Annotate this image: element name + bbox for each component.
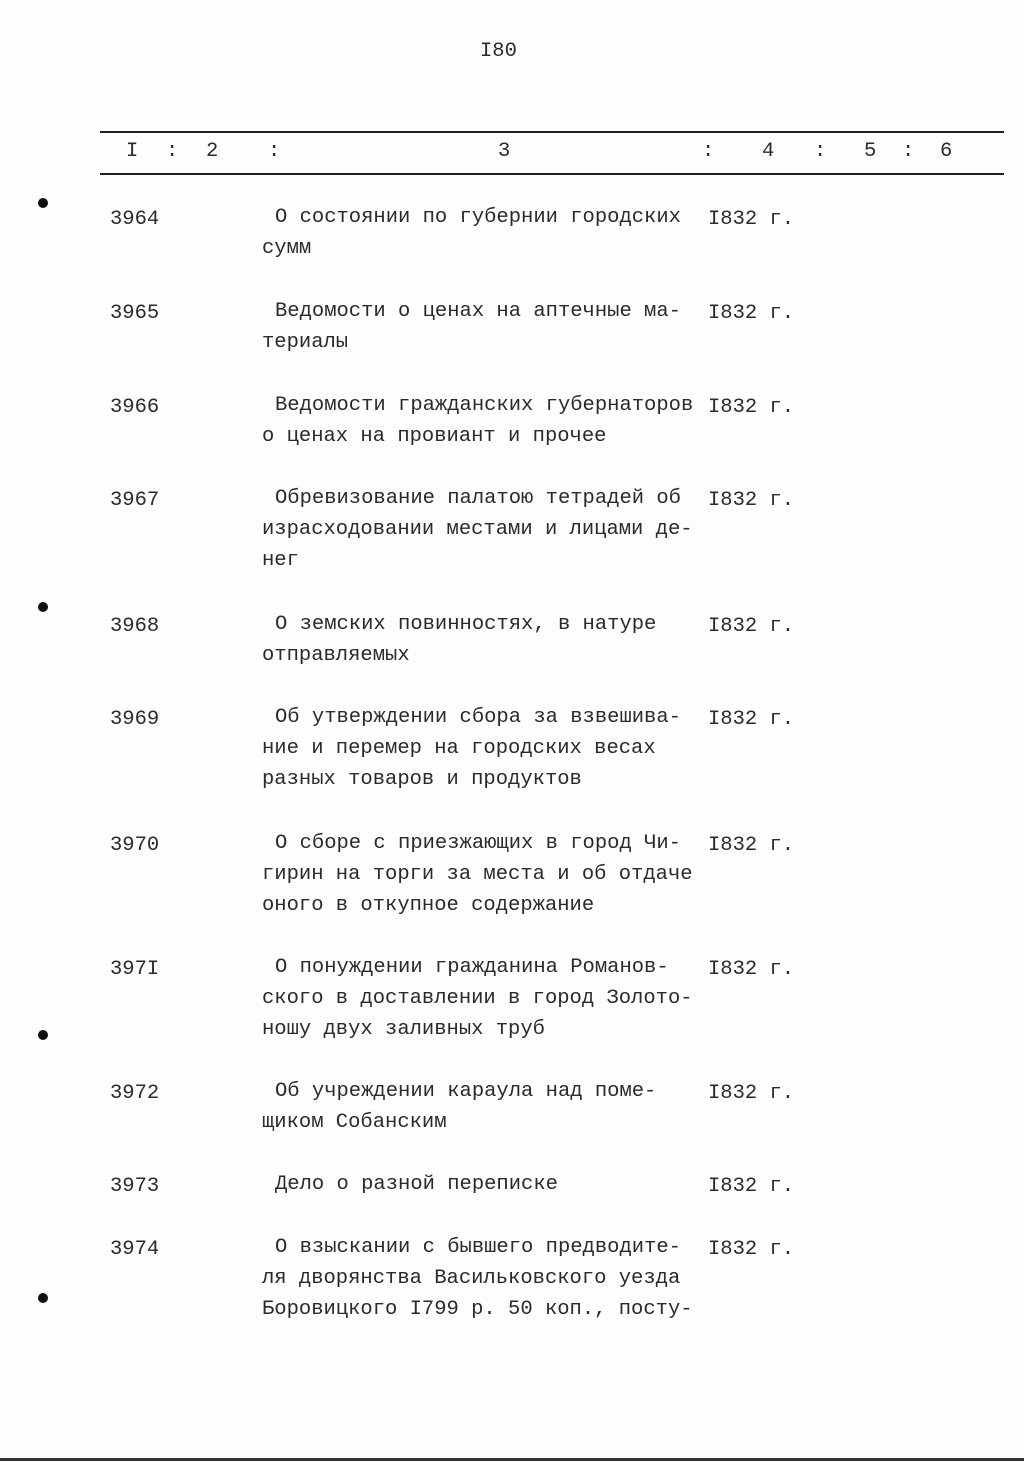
entry-title-line: Об утверждении сбора за взвешива- (275, 706, 681, 729)
entry-title-line: териалы (262, 331, 349, 354)
entry-title-line: о ценах на провиант и прочее (262, 425, 607, 448)
page-bottom-edge (0, 1458, 1024, 1461)
entry-number: 3967 (110, 489, 160, 512)
entry-year: I832 г. (708, 489, 795, 512)
entry-title-line: О понуждении гражданина Романов- (275, 956, 669, 979)
entry-title-line: Боровицкого I799 р. 50 коп., посту- (262, 1298, 693, 1321)
col-4-label: 4 (762, 140, 775, 163)
entry-year: I832 г. (708, 1082, 795, 1105)
entry-title-line: О состоянии по губернии городских (275, 206, 681, 229)
entry-title-line: Обревизование палатою тетрадей об (275, 487, 681, 510)
col-separator: : (902, 140, 915, 163)
entry-year: I832 г. (708, 958, 795, 981)
entry-year: I832 г. (708, 302, 795, 325)
entry-year: I832 г. (708, 1175, 795, 1198)
binding-hole (38, 1293, 48, 1303)
entry-title-line: ние и перемер на городских весах (262, 737, 656, 760)
col-3-label: 3 (498, 140, 511, 163)
header-top-rule (100, 131, 1004, 133)
header-bottom-rule (100, 173, 1004, 175)
entry-year: I832 г. (708, 834, 795, 857)
entry-number: 3966 (110, 396, 160, 419)
entry-number: 3973 (110, 1175, 160, 1198)
col-2-label: 2 (206, 140, 219, 163)
entry-title-line: сумм (262, 237, 312, 260)
entry-number: 397I (110, 958, 160, 981)
entry-title-line: ношу двух заливных труб (262, 1018, 545, 1041)
entry-title-line: нег (262, 549, 299, 572)
entry-title-line: Ведомости о ценах на аптечные ма- (275, 300, 681, 323)
col-5-label: 5 (864, 140, 877, 163)
entry-title-line: отправляемых (262, 644, 410, 667)
entry-title-line: Дело о разной переписке (275, 1173, 558, 1196)
entry-year: I832 г. (708, 615, 795, 638)
entry-number: 3974 (110, 1238, 160, 1261)
col-6-label: 6 (940, 140, 953, 163)
entry-title-line: щиком Собанским (262, 1111, 447, 1134)
entry-title-line: Об учреждении караула над поме- (275, 1080, 657, 1103)
entry-title-line: Ведомости гражданских губернаторов (275, 394, 694, 417)
entry-title-line: О земских повинностях, в натуре (275, 613, 657, 636)
col-separator: : (702, 140, 715, 163)
entry-title-line: гирин на торги за места и об отдаче (262, 863, 693, 886)
col-1-label: I (126, 140, 139, 163)
entry-title-line: израсходовании местами и лицами де- (262, 518, 693, 541)
binding-hole (38, 1030, 48, 1040)
binding-hole (38, 198, 48, 208)
entry-year: I832 г. (708, 708, 795, 731)
entry-year: I832 г. (708, 208, 795, 231)
entry-title-line: оного в откупное содержание (262, 894, 595, 917)
entry-title-line: О сборе с приезжающих в город Чи- (275, 832, 681, 855)
page-number: I80 (480, 40, 517, 63)
entry-number: 3969 (110, 708, 160, 731)
entry-title-line: ля дворянства Васильковского уезда (262, 1267, 681, 1290)
col-separator: : (268, 140, 281, 163)
entry-title-line: разных товаров и продуктов (262, 768, 582, 791)
col-separator: : (166, 140, 179, 163)
entry-title-line: О взыскании с бывшего предводите- (275, 1236, 681, 1259)
entry-number: 3972 (110, 1082, 160, 1105)
entry-number: 3964 (110, 208, 160, 231)
entry-number: 3965 (110, 302, 160, 325)
col-separator: : (814, 140, 827, 163)
entry-number: 3970 (110, 834, 160, 857)
entry-year: I832 г. (708, 396, 795, 419)
entry-year: I832 г. (708, 1238, 795, 1261)
binding-hole (38, 602, 48, 612)
entry-number: 3968 (110, 615, 160, 638)
entry-title-line: ского в доставлении в город Золото- (262, 987, 693, 1010)
